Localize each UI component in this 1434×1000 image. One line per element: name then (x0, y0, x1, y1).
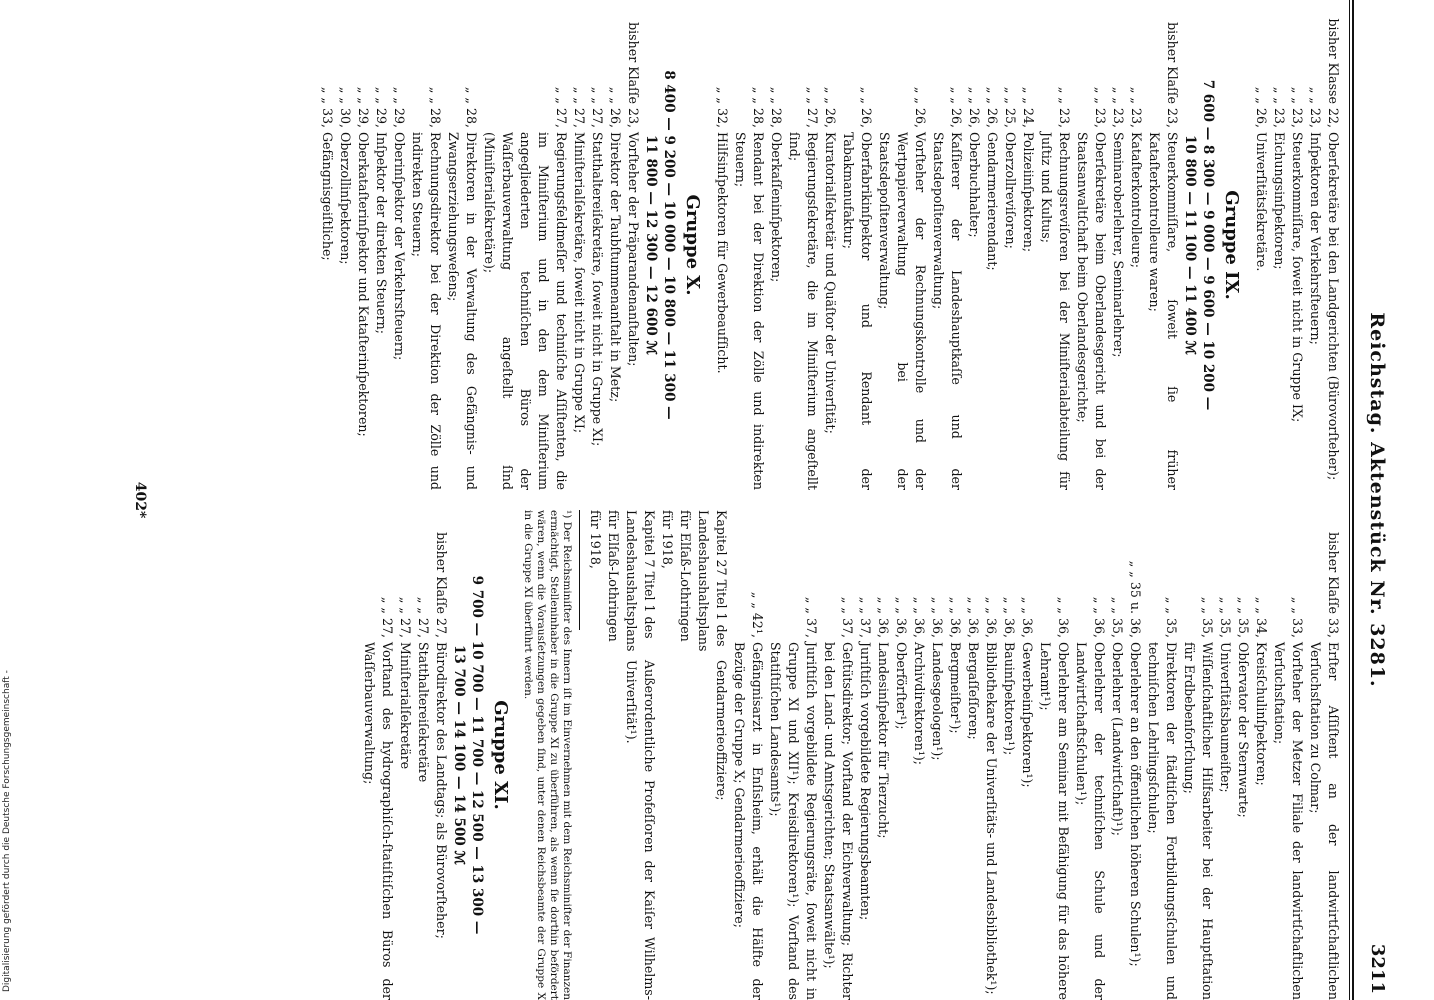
list-item: bisher Klaſſe 27, Bürodirektor des Landtags; als Bürovorſteher; (434, 532, 449, 939)
list-item: „ „ 36, Oberlehrer der techniſchen Schule und der Landwirtſchaftsſchulen¹); (1074, 596, 1107, 1000)
page-number: 3211 (1367, 943, 1388, 994)
list-item: „ „ 36, Landesgeologen¹); (930, 596, 945, 761)
list-item: „ „ 23, Rechnungsreviſoren bei der Miniſterialabteilung für Juſtiz und Kultus; (1039, 86, 1072, 490)
footnote-rule (579, 510, 580, 630)
list-item: „ „ 36, Oberförſter¹); (894, 596, 909, 730)
list-item: „ „ 27, Statthaltereiſekretäre, ſoweit nicht in Gruppe XI; (590, 86, 605, 447)
right-column (360, 510, 1342, 1000)
list-item: „ „ 36, Bergaſſeſſoren; (966, 596, 981, 740)
list-item: „ „ 26, Kuratorialſekretär und Quäſtor der Univerſität; (823, 86, 838, 434)
list-item: bisher Klaſſe 33, Erſter Aſſiſtent an der landwirtſchaftlichen Verſuchsſtation zu Colmar; (1308, 532, 1341, 1000)
list-item: bisher Klaſſe 23, Steuerkommiſſare, ſoweit ſie früher Kataſterkontrolleure waren; (1147, 22, 1180, 490)
list-item: „ „ 23, Inſpektoren der Verkehrsſteuern; (1308, 86, 1323, 345)
salary-scale: 11 800 — 12 300 — 12 600 ℳ (643, 135, 659, 355)
list-item: „ „ 26, Kaſſierer der Landeshauptkaſſe und der Staatsdepoſitenverwaltung; (931, 86, 964, 490)
list-item: „ „ 33, Gefängnisgeiſtliche; (320, 86, 335, 261)
list-item: „ „ 26, Oberbuchhalter; (967, 86, 982, 238)
group-heading: Gruppe IX. (1221, 190, 1242, 300)
list-item: „ „ 32, Hilfsinſpektoren für Gewerbeaufſicht. (715, 86, 730, 374)
list-item: „ „ 23, Kataſterkontrolleure; (1129, 86, 1144, 269)
list-item: „ „ 35, Wiſſenſchaftlicher Hilfsarbeiter bei der Hauptſtation für Erdbebenforſchung; (1182, 596, 1215, 1000)
list-item: „ „ 24, Polizeiinſpektoren; (1021, 86, 1036, 253)
salary-scale: 9 700 — 10 700 — 11 700 — 12 500 — 13 300 — (469, 575, 485, 935)
signature-mark: 402* (132, 481, 148, 519)
list-item: „ „ 30, Oberzollinſpektoren; (338, 86, 353, 265)
list-item: „ „ 36, Landesinſpektor für Tierzucht; (876, 596, 891, 839)
list-item: „ „ 37, Geſtütsdirektor; Vorſtand der Eichverwaltung; Richter bei den Land- und Amtsgerichten; Staatsanwälte¹); (822, 596, 855, 1000)
list-item: „ „ 33, Vorſteher der Metzer Filiale der landwirtſchaftlichen Verſuchsſtation; (1272, 596, 1305, 1000)
list-item: „ „ 36, Archivdirektoren¹); (912, 596, 927, 766)
list-item: „ „ 29, Oberkataſterinſpektor und Kataſterinſpektoren; (356, 86, 371, 437)
digitization-text: Digitalisierung gefördert durch die Deutsche Forschungsgemeinschaft - (2, 670, 12, 992)
list-item: „ „ 36, Bauinſpektoren¹); (1002, 596, 1017, 756)
salary-scale: 8 400 — 9 200 — 10 000 — 10 800 — 11 300 — (661, 70, 677, 420)
list-item: „ „ 35, Direktoren der ſtädtiſchen Fortbildungsſchulen und techniſchen Lehrlingsſchulen; (1146, 596, 1179, 1000)
header-title: Reichstag. Aktenstück Nr. 3281. (1366, 312, 1388, 688)
list-item: „ „ 27, Statthaltereiſekretäre (416, 596, 431, 783)
left-column (318, 0, 1342, 490)
list-item: „ „ 37, Juriſtiſch vorgebildete Regierungsräte, ſoweit nicht in Gruppe XI und XII¹); Kreisdirektoren¹); Vorſtand des Statiſtiſchen Landesamts¹); (768, 596, 819, 1000)
salary-scale: 7 600 — 8 300 — 9 000 — 9 600 — 10 200 — (1200, 79, 1216, 411)
list-item: „ „ 23, Steuerkommiſſare, ſoweit nicht in Gruppe IX; (1290, 86, 1305, 423)
list-item: „ „ 23, Oberſekretäre beim Oberlandesgericht und bei der Staatsanwaltſchaft beim Oberlandesgerichte; (1075, 86, 1108, 490)
list-item: „ „ 42¹, Gefängnisarzt in Enſisheim, erhält die Hälfte der Bezüge der Gruppe X; Gendarmerieoffiziere; (732, 591, 765, 1000)
list-item: „ „ 35, Univerſitätsbaumeiſter; (1218, 596, 1233, 793)
header-rule-thin (1349, 0, 1350, 1000)
list-item: „ „ 27, Vorſtand des hydrographiſch-ſtatiſtiſchen Büros der Waſſerbauverwaltung; (362, 596, 395, 1000)
list-item: „ „ 36, Oberlehrer am Seminar mit Befähigung für das höhere Lehramt¹); (1038, 596, 1071, 1000)
list-item: „ „ 26, Vorſteher der Rechnungskontrolle und der Wertpapierverwaltung bei der Staatsdepoſitenverwaltung; (877, 86, 928, 490)
kapitel-entry: Kapitel 27 Titel 1 des Landeshaushaltsplans für Elſaß-Lothringen für 1918, Gendarmerieoffiziere; (660, 510, 729, 801)
list-item: „ „ 36, Bergmeiſter¹); (948, 596, 963, 734)
list-item: „ „ 35, Obſervator der Sternwarte; (1236, 596, 1251, 818)
list-item: bisher Klaſſe 23, Vorſteher der Präparandenanſtalten; (626, 22, 641, 367)
list-item: „ „ 29, Inſpektor der direkten Steuern; (374, 86, 389, 334)
list-item: „ „ 27, Miniſterialſekretäre (398, 596, 413, 770)
group-heading: Gruppe X. (682, 194, 703, 296)
list-item: „ „ 37, Juriſtiſch vorgebildete Regierungsbeamten; (858, 596, 873, 921)
group-heading: Gruppe XI. (490, 700, 511, 810)
page-header (1358, 0, 1392, 1000)
list-item: „ „ 28, Rechnungsdirektor bei der Direktion der Zölle und indirekten Steuern; (410, 86, 443, 490)
list-item: „ „ 26, Univerſitätsſekretäre. (1254, 86, 1269, 272)
rotated-document-sheet (100, 0, 1398, 1000)
list-item: „ „ 23, Eichungsinſpektoren; (1272, 86, 1287, 270)
list-item: „ „ 27, Miniſterialſekretäre, ſoweit nicht in Gruppe XI; (572, 86, 587, 434)
list-item: „ „ 28, Oberkaſſeninſpektoren; (769, 86, 784, 283)
list-item: „ „ 27, Regierungsfeldmeſſer und techniſche Aſſiſtenten, die im Miniſterium und in den dem Miniſterium angegliederten techniſchen Büros der Waſſerbauverwaltung angeſtellt ſind (Miniſterialſekretäre); (482, 86, 569, 490)
list-item: „ „ 26, Oberfabrikinſpektor und Rendant der Tabakmanufaktur; (841, 86, 874, 490)
list-item: „ „ 36, Bibliothekare der Univerſitäts- und Landesbibliothek¹); (984, 596, 999, 995)
header-rule (1352, 0, 1354, 1000)
list-item: „ „ 26, Direktor der Taubſtummenanſtalt in Metz; (608, 86, 623, 403)
salary-scale: 13 700 — 14 100 — 14 500 ℳ (451, 645, 467, 865)
list-item: „ „ 35 u. 36, Oberlehrer an den öffentlichen höheren Schulen¹); (1128, 560, 1143, 967)
footnote: ¹) Der Reichsminiſter des Innern iſt im Einvernehmen mit dem Reichsminiſter der Finanzen ermächtigt, Stelleninhaber in die Gruppe XI zu überführen, als wenn ſie dorthin befördert wären, wenn die Vorausſetzungen gegeben ſind, unter denen Reichsbeamte der Gruppe X in die Gruppe XI überführt werden. (522, 510, 573, 1000)
list-item: bisher Klasse 22, Oberſekretäre bei den Landgerichten (Bürovorſteher); (1326, 18, 1341, 481)
list-item: „ „ 28, Rendant bei der Direktion der Zölle und indirekten Steuern; (733, 86, 766, 490)
digitization-note (0, 600, 20, 1000)
list-item: „ „ 36, Gewerbeinſpektoren¹); (1020, 596, 1035, 788)
list-item: „ „ 23, Seminaroberlehrer, Seminarlehrer; (1111, 86, 1126, 358)
salary-scale: 10 800 — 11 100 — 11 400 ℳ (1182, 135, 1198, 355)
kapitel-entry: Kapitel 7 Titel 1 des Landeshaushaltsplans für Elſaß-Lothringen für 1918, Außerordentliche Profeſſoren der Kaiſer Wilhelms-Univerſität¹). (588, 510, 657, 1000)
list-item: „ „ 26, Gendarmerierendant; (985, 86, 1000, 271)
list-item: „ „ 27, Regierungsſekretäre, die im Miniſterium angeſtellt ſind; (787, 86, 820, 490)
list-item: „ „ 28, Direktoren in der Verwaltung des Gefängnis- und Zwangserziehungsweſens; (446, 86, 479, 490)
list-item: „ „ 29, Oberinſpektor der Verkehrsſteuern; (392, 86, 407, 361)
list-item: „ „ 35, Oberlehrer (Landwirtſchaft)¹); (1110, 596, 1125, 836)
list-item: „ „ 34, Kreisſchulinſpektoren; (1254, 596, 1269, 786)
list-item: „ „ 25, Oberzollreviſoren; (1003, 86, 1018, 249)
